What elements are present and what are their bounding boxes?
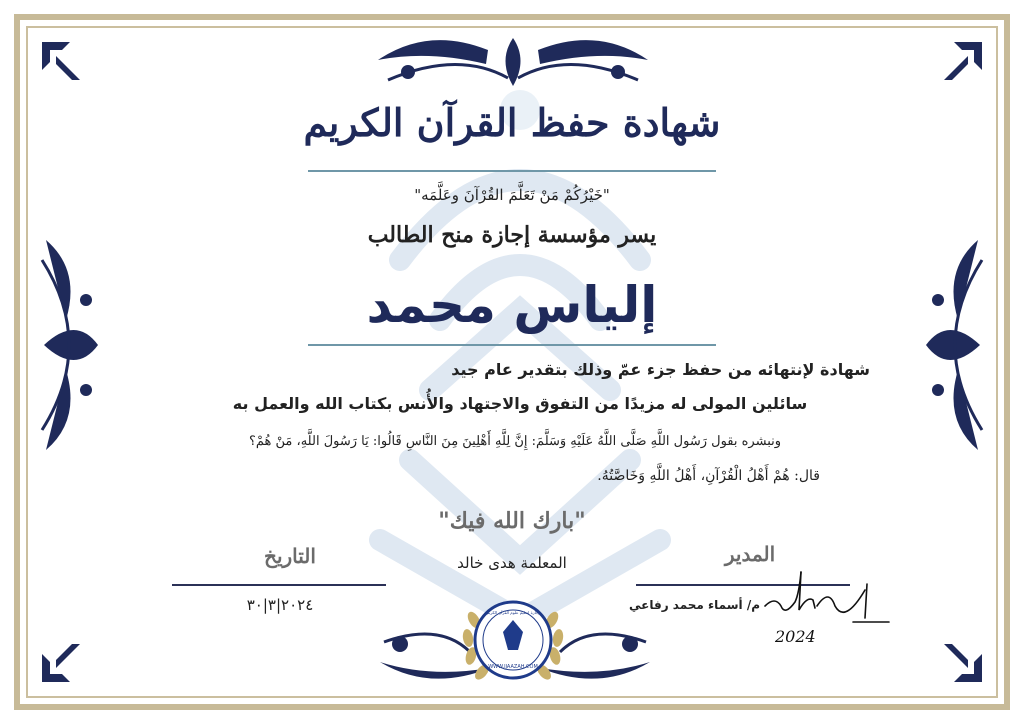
hadith-line-2: قال: هُمْ أَهْلُ الْقُرْآنِ، أَهْلُ اللَّهِ وَخَاصَّتُهُ. — [597, 468, 820, 484]
right-ornament-icon — [918, 220, 988, 470]
director-label: المدير — [724, 542, 776, 566]
name-divider — [308, 344, 716, 346]
blessing-text: "بارك الله فيك" — [438, 508, 586, 534]
seal-website: WWW.IJAAZAH.COM — [488, 664, 538, 670]
intro-text: يسر مؤسسة إجازة منح الطالب — [367, 222, 657, 248]
body-line-1: شهادة لإنتهائه من حفظ جزء عمّ وذلك بتقدير عام جيد — [451, 360, 870, 379]
hadith-line-1: ونبشره بقول رَسُول اللَّهِ صَلَّى اللَّهُ عَلَيْهِ وَسَلَّمَ: إِنَّ لِلَّهِ أَهْلِينَ مِنَ النَّاسِ قَالُوا: يَا رَسُولَ اللَّهِ، مَنْ هُمْ؟ — [248, 434, 782, 449]
left-ornament-icon — [36, 220, 106, 470]
signature-icon — [755, 566, 895, 652]
date-label: التاريخ — [264, 544, 316, 568]
corner-ornament-icon — [40, 636, 88, 684]
signature-year: 2024 — [775, 627, 816, 646]
title-divider — [308, 170, 716, 172]
corner-ornament-icon — [40, 40, 88, 88]
director-name: م/ أسماء محمد رفاعي — [629, 598, 760, 612]
seal-icon — [458, 590, 568, 690]
top-ornament-icon — [368, 30, 658, 92]
corner-ornament-icon — [936, 40, 984, 88]
teacher-name: المعلمة هدى خالد — [457, 554, 567, 572]
recipient-name: إلياس محمد — [366, 276, 658, 334]
body-line-2: سائلين المولى له مزيدًا من التفوق والاجتهاد والأُنس بكتاب الله والعمل به — [232, 394, 808, 413]
corner-ornament-icon — [936, 636, 984, 684]
date-value: ٢٠٢٤|٣|٣٠ — [246, 596, 314, 614]
certificate-title: شهادة حفظ القرآن الكريم — [303, 100, 721, 145]
motto: "خَيْرُكُمْ مَنْ تَعَلَّمَ القُرْآنَ وعَلَّمَه" — [414, 186, 610, 204]
seal-center-text: إجازة لتعليم علوم القرآن الكريم — [486, 610, 540, 615]
date-signature-line — [172, 584, 386, 586]
